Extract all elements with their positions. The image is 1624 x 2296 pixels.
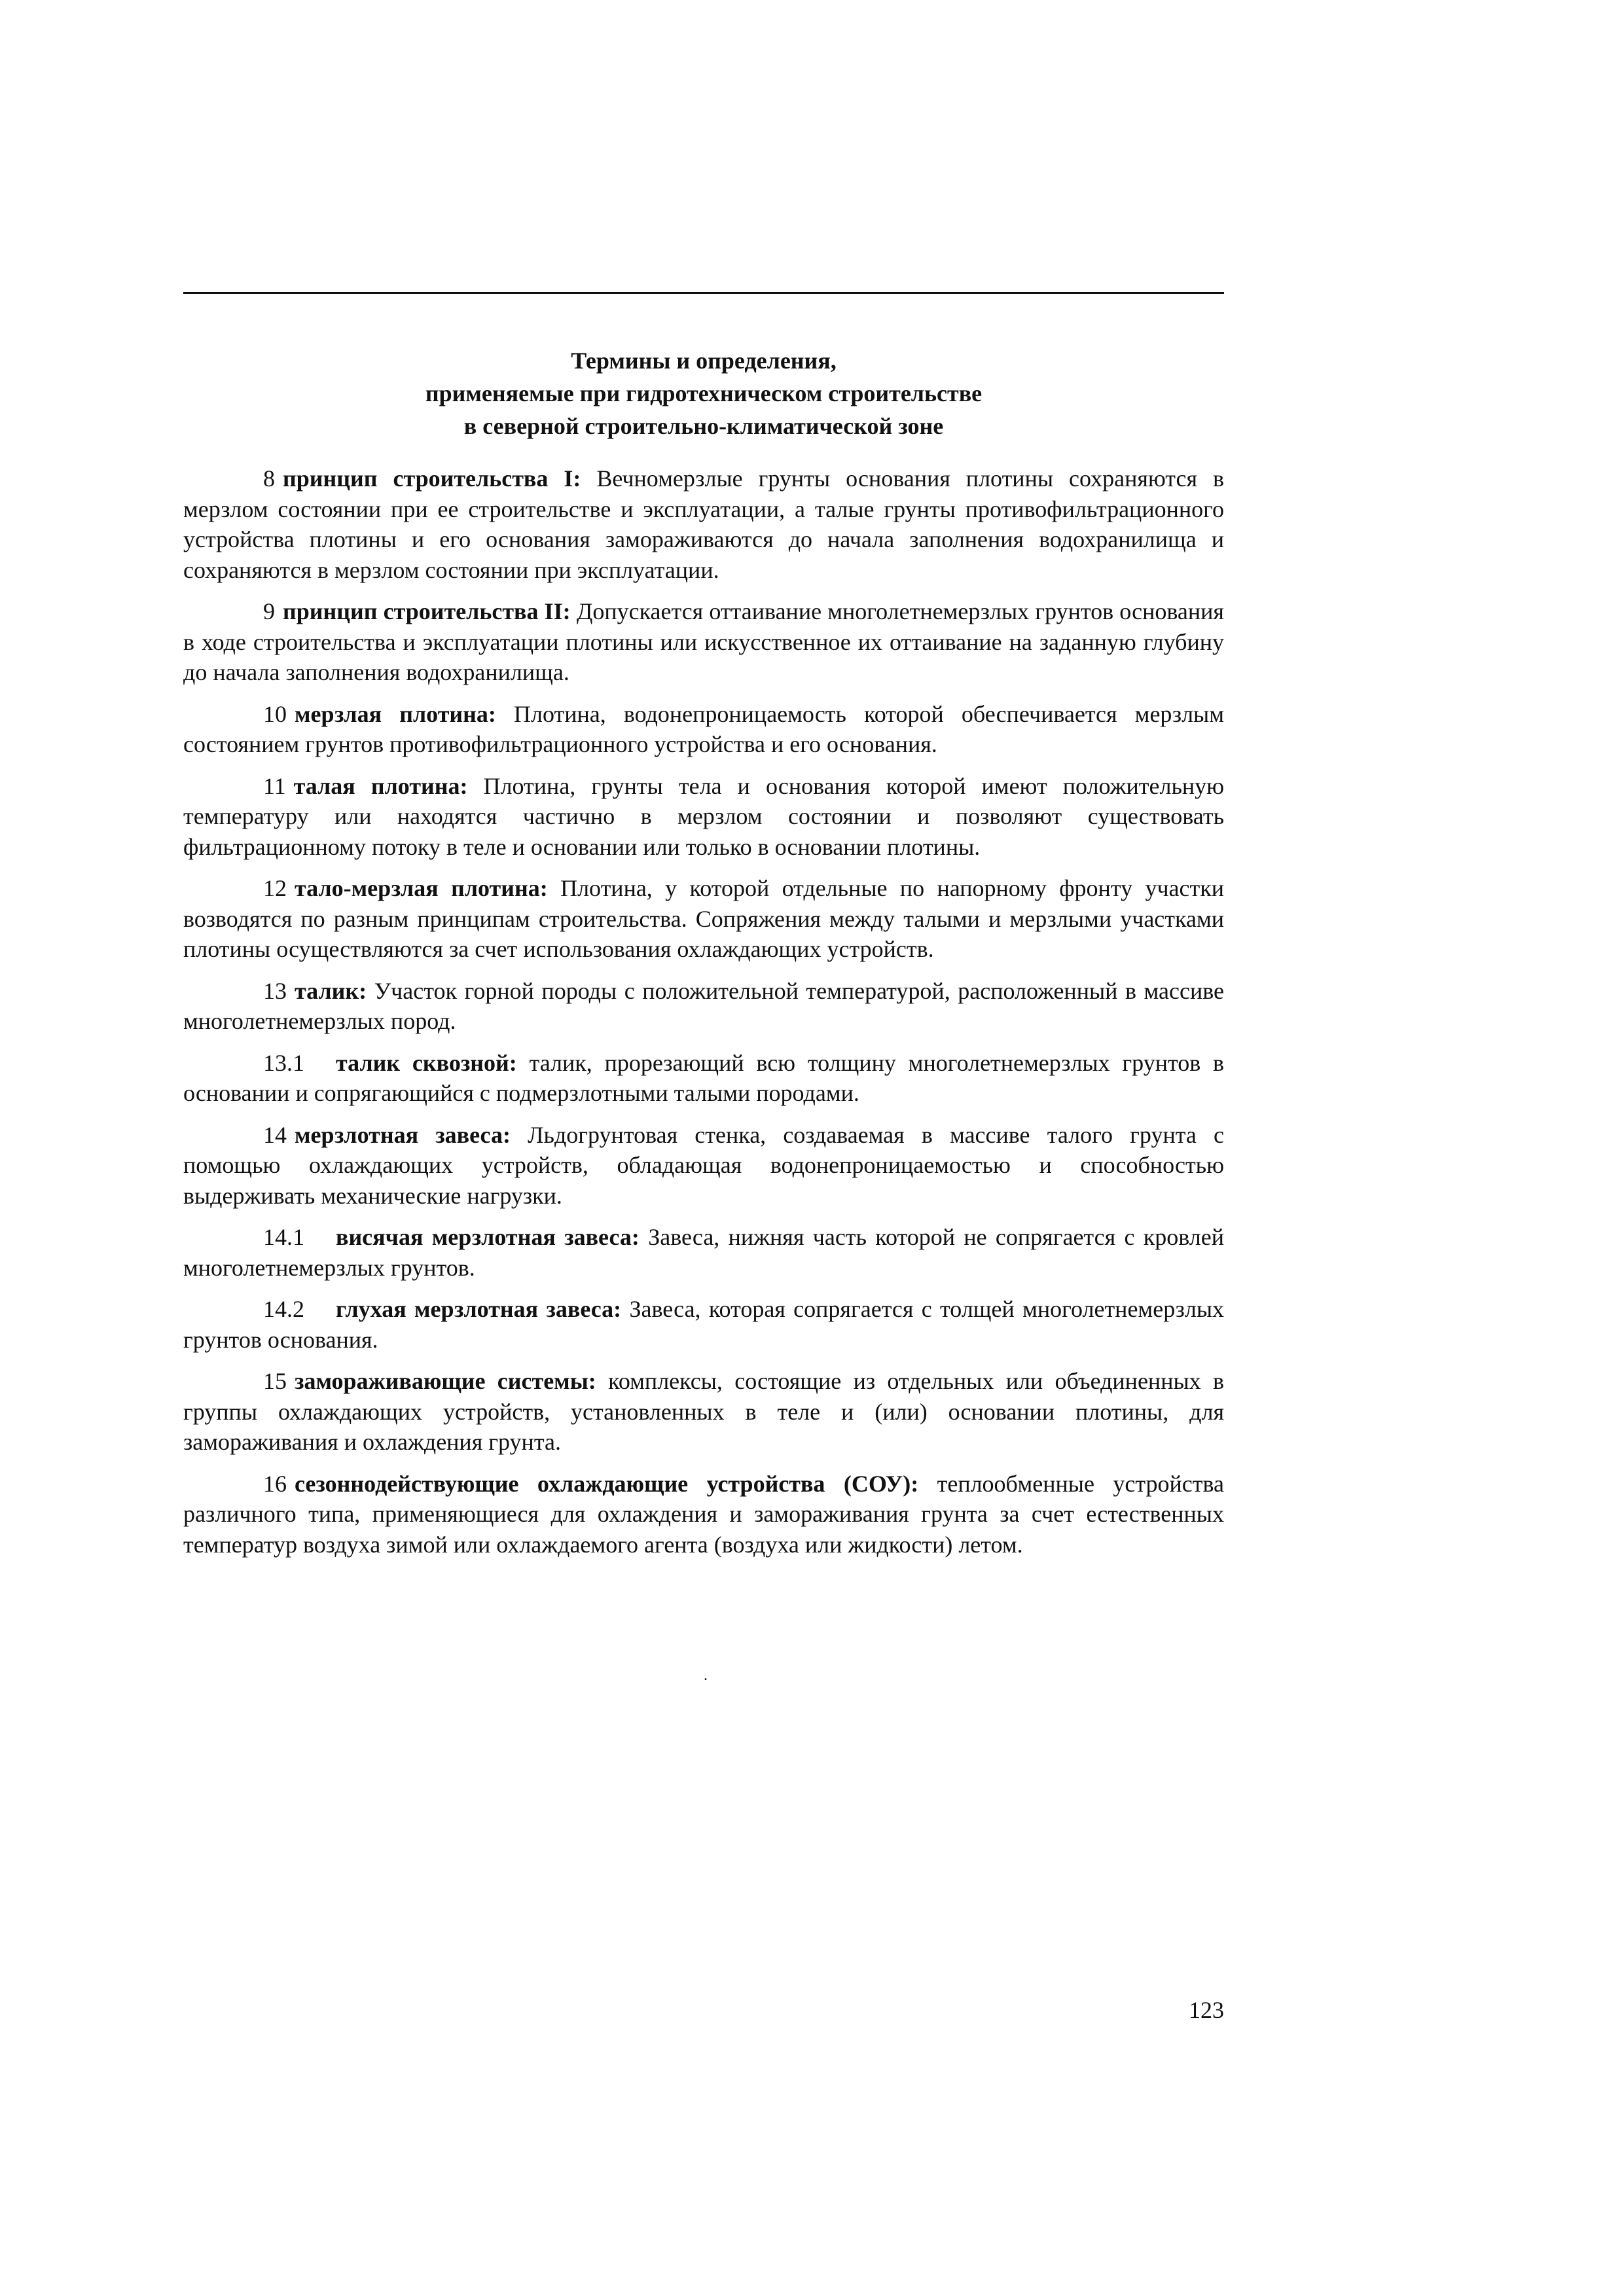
- term-name: тало-мерзлая плотина:: [295, 875, 548, 901]
- term-number: 10: [263, 700, 287, 727]
- term-definition: Допускается оттаивание многолетнемерзлых грунтов основания в ходе строительства и эксплуатации плотины или искусственное их оттаивание на заданную глубину до начала заполнения водохранилища.: [183, 598, 1224, 685]
- term-definition: Плотина, водонепроницаемость которой обеспечивается мерзлым состоянием грунтов противофильтрационного устройства и его основания.: [183, 700, 1225, 757]
- term-definition: Льдогрунтовая стенка, создаваемая в массиве талого грунта с помощью охлаждающих устройств, обладающая водонепроницаемостью и способностью выдерживать механические нагрузки.: [183, 1121, 1224, 1209]
- term-definition: Завеса, которая сопрягается с толщей многолетнемерзлых грунтов основания.: [183, 1296, 1224, 1353]
- term-number: 14: [263, 1121, 287, 1148]
- term-name: мерзлотная завеса:: [295, 1121, 511, 1148]
- header-rule: [183, 292, 1224, 294]
- term-definition: талик, прорезающий всю толщину многолетнемерзлых грунтов в основании и сопрягающийся с подмерзлотными талыми породами.: [183, 1049, 1225, 1106]
- term-name: талая плотина:: [293, 772, 468, 799]
- term-entry: [183, 596, 1224, 688]
- term-name: мерзлая плотина:: [295, 700, 496, 727]
- term-number: 9: [263, 598, 275, 624]
- term-definition: Плотина, у которой отдельные по напорному фронту участки возводятся по разным принципам строительства. Сопряжения между талыми и мерзлыми участками плотины осуществляются за счет использования охлаждающих устройств.: [183, 875, 1224, 962]
- term-entry: [183, 1222, 1224, 1283]
- term-name: талик:: [295, 977, 367, 1004]
- term-number: 14.2: [263, 1296, 304, 1322]
- term-entry: [183, 699, 1224, 760]
- title-line-1: Термины и определения,: [571, 348, 837, 374]
- stray-mark: .: [704, 1667, 708, 1684]
- term-number: 11: [263, 772, 286, 799]
- term-entry: [183, 976, 1224, 1037]
- term-entry: [183, 1366, 1224, 1458]
- term-number: 12: [263, 875, 287, 901]
- term-definition: Плотина, грунты тела и основания которой имеют положительную температуру или находятся частично в мерзлом состоянии и позволяют существовать фильтрационному потоку в теле и основании или только в основании плотины.: [183, 772, 1225, 860]
- title-line-2: применяемые при гидротехническом строительстве: [425, 380, 983, 406]
- title-line-3: в северной строительно-климатической зоне: [463, 413, 944, 439]
- term-name: принцип строительства II:: [283, 598, 571, 624]
- term-definition: комплексы, состоящие из отдельных или объединенных в группы охлаждающих устройств, установленных в теле и (или) основании плотины, для замораживания и охлаждения грунта.: [183, 1368, 1225, 1455]
- term-entry: [183, 463, 1224, 585]
- term-name: глухая мерзлотная завеса:: [336, 1296, 622, 1322]
- term-definition: Завеса, нижняя часть которой не сопрягается с кровлей многолетнемерзлых грунтов.: [183, 1224, 1225, 1281]
- term-number: 15: [263, 1368, 287, 1394]
- term-entry: [183, 873, 1224, 965]
- term-definition: теплообменные устройства различного типа, применяющиеся для охлаждения и замораживания грунта за счет естественных температур воздуха зимой или охлаждаемого агента (воздуха или жидкости) летом.: [183, 1470, 1225, 1558]
- term-entry: [183, 1469, 1224, 1560]
- term-number: 14.1: [263, 1224, 304, 1250]
- term-entry: [183, 1120, 1224, 1211]
- page-title: [183, 344, 1224, 442]
- term-number: 13: [263, 977, 287, 1004]
- term-definition: Участок горной породы с положительной температурой, расположенный в массиве многолетнемерзлых пород.: [183, 977, 1224, 1034]
- term-entry: [183, 1048, 1224, 1109]
- term-definition: Вечномерзлые грунты основания плотины сохраняются в мерзлом состоянии при ее строительстве и эксплуатации, а талые грунты противофильтрационного устройства плотины и его основания замораживаются до начала заполнения водохранилища и сохраняются в мерзлом состоянии при эксплуатации.: [183, 465, 1225, 583]
- term-name: висячая мерзлотная завеса:: [336, 1224, 640, 1250]
- term-name: замораживающие системы:: [295, 1368, 596, 1394]
- term-name: талик сквозной:: [336, 1049, 517, 1076]
- term-number: 16: [263, 1470, 287, 1497]
- page-number: 123: [1189, 1997, 1224, 2023]
- term-name: сезоннодействующие охлаждающие устройства (СОУ):: [295, 1470, 919, 1497]
- term-entry: [183, 1294, 1224, 1355]
- term-number: 8: [263, 465, 275, 492]
- term-name: принцип строительства I:: [283, 465, 581, 492]
- term-number: 13.1: [263, 1049, 304, 1076]
- terms-list: [183, 463, 1224, 1571]
- term-entry: [183, 771, 1224, 863]
